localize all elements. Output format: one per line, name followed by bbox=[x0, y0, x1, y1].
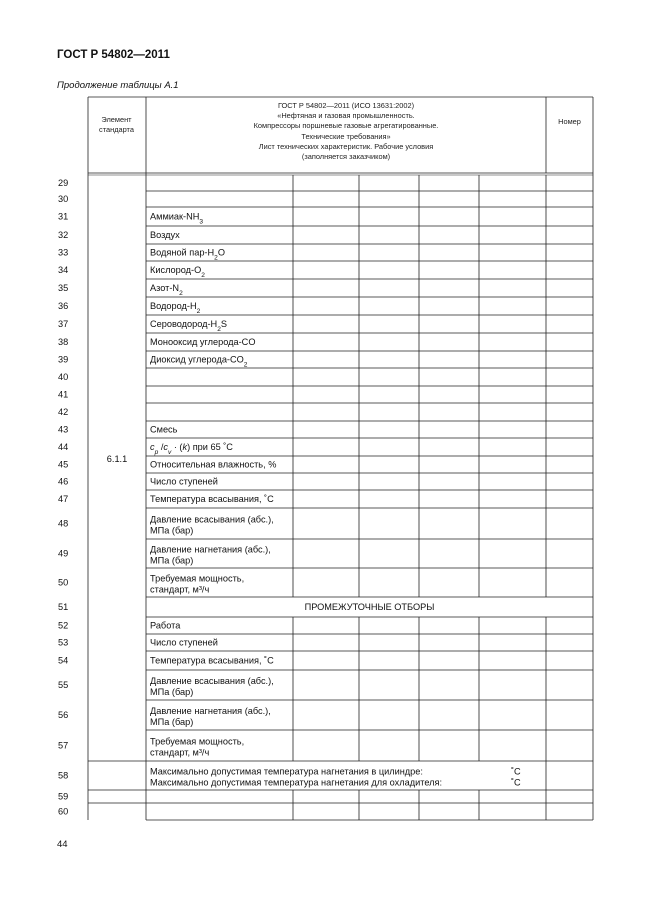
row-label: Аммиак-$NH_3$ bbox=[150, 211, 204, 226]
row-number: 52 bbox=[58, 620, 69, 631]
row-label: Требуемая мощность, bbox=[150, 573, 245, 584]
row-number: 60 bbox=[58, 806, 69, 817]
row-label: Сероводород-$H_2S$ bbox=[150, 319, 228, 333]
row-number: 42 bbox=[58, 407, 69, 418]
table-title-line: Лист технических характеристик. Рабочие условия bbox=[258, 141, 434, 151]
row-label: Водяной пар-$H_2O$ bbox=[150, 247, 225, 262]
row-label: Температура всасывания, ˚С bbox=[150, 494, 274, 505]
unit-label: ˚С bbox=[511, 766, 521, 777]
row-number: 58 bbox=[58, 770, 69, 781]
row-label-line2: МПа (бар) bbox=[150, 525, 194, 536]
section-heading: ПРОМЕЖУТОЧНЫЕ ОТБОРЫ bbox=[304, 602, 435, 613]
row-number: 43 bbox=[58, 424, 69, 435]
row-label: Давление нагнетания (абс.), bbox=[150, 706, 271, 716]
row-label: $c_p$ $/c_v \cdot (k)$ при 65 ˚С bbox=[150, 442, 233, 456]
row-label: Водород-$H_2$ bbox=[150, 301, 201, 315]
row-number: 45 bbox=[58, 459, 69, 470]
row-number: 31 bbox=[58, 211, 69, 222]
row-label: Смесь bbox=[150, 424, 178, 435]
row-number: 30 bbox=[58, 194, 69, 205]
row-label-line2: Максимально допустимая температура нагнетания для охладителя: bbox=[150, 777, 443, 788]
table-continuation-caption: Продолжение таблицы А.1 bbox=[57, 80, 179, 91]
row-number: 36 bbox=[58, 301, 69, 312]
row-label: Максимально допустимая температура нагнетания в цилиндре: bbox=[150, 766, 423, 777]
row-number: 53 bbox=[58, 637, 69, 648]
row-number: 35 bbox=[58, 283, 69, 294]
column-header-element-line: стандарта bbox=[99, 125, 134, 135]
row-number: 54 bbox=[58, 655, 69, 666]
row-label: Требуемая мощность, bbox=[150, 736, 245, 747]
unit-label: ˚С bbox=[511, 777, 521, 788]
page-number: 44 bbox=[57, 839, 68, 850]
row-label-line2: МПа (бар) bbox=[150, 555, 194, 566]
row-number: 33 bbox=[58, 247, 69, 258]
row-number: 38 bbox=[58, 337, 69, 348]
row-number: 34 bbox=[58, 265, 69, 276]
row-number: 29 bbox=[58, 178, 69, 189]
column-header-number: Номер bbox=[558, 117, 581, 126]
row-number: 55 bbox=[58, 680, 69, 691]
row-label: Монооксид углерода-CO bbox=[150, 337, 256, 348]
row-number: 56 bbox=[58, 710, 69, 721]
row-label: Давление всасывания (абс.), bbox=[150, 676, 274, 686]
row-number: 37 bbox=[58, 319, 69, 330]
row-number: 59 bbox=[58, 791, 69, 802]
row-number: 49 bbox=[58, 548, 69, 559]
row-label-line2: стандарт, м³/ч bbox=[150, 747, 210, 758]
row-number: 44 bbox=[58, 442, 69, 453]
row-label: Температура всасывания, ˚С bbox=[150, 655, 274, 666]
table-title-line: Компрессоры поршневые газовые агрегатированные. bbox=[253, 121, 439, 131]
row-number: 57 bbox=[58, 740, 69, 751]
row-label: Азот-$N_2$ bbox=[150, 283, 183, 297]
table-title-line: ГОСТ Р 54802—2011 (ИСО 13631:2002) bbox=[277, 101, 415, 110]
row-number: 51 bbox=[58, 602, 69, 613]
row-label: Кислород-$O_2$ bbox=[150, 265, 205, 279]
row-number: 48 bbox=[58, 518, 69, 529]
row-label: Число ступеней bbox=[150, 476, 218, 487]
row-label: Диоксид углерода-$CO_2$ bbox=[150, 354, 248, 369]
row-label: Воздух bbox=[150, 230, 180, 241]
row-label-line2: МПа (бар) bbox=[150, 687, 194, 697]
row-label-line2: стандарт, м³/ч bbox=[150, 584, 210, 595]
element-value: 6.1.1 bbox=[106, 454, 128, 464]
row-label: Давление нагнетания (абс.), bbox=[150, 544, 271, 555]
row-number: 41 bbox=[58, 389, 69, 400]
table-title-line: (заполняется заказчиком) bbox=[301, 152, 391, 162]
row-label: Число ступеней bbox=[150, 637, 218, 648]
table-title-line: «Нефтяная и газовая промышленность. bbox=[277, 111, 415, 121]
row-label: Относительная влажность, % bbox=[150, 459, 277, 470]
row-label: Давление всасывания (абс.), bbox=[150, 514, 274, 525]
row-label-line2: МПа (бар) bbox=[150, 717, 194, 727]
row-number: 46 bbox=[58, 476, 69, 487]
row-number: 39 bbox=[58, 354, 69, 365]
column-header-element-line: Элемент bbox=[101, 115, 132, 124]
row-number: 47 bbox=[58, 494, 69, 505]
table-title-line: Технические требования» bbox=[301, 131, 391, 141]
row-number: 32 bbox=[58, 230, 69, 241]
page-header: ГОСТ Р 54802—2011 bbox=[57, 49, 170, 61]
row-number: 50 bbox=[58, 577, 69, 588]
row-number: 40 bbox=[58, 372, 69, 383]
row-label: Работа bbox=[150, 620, 181, 631]
